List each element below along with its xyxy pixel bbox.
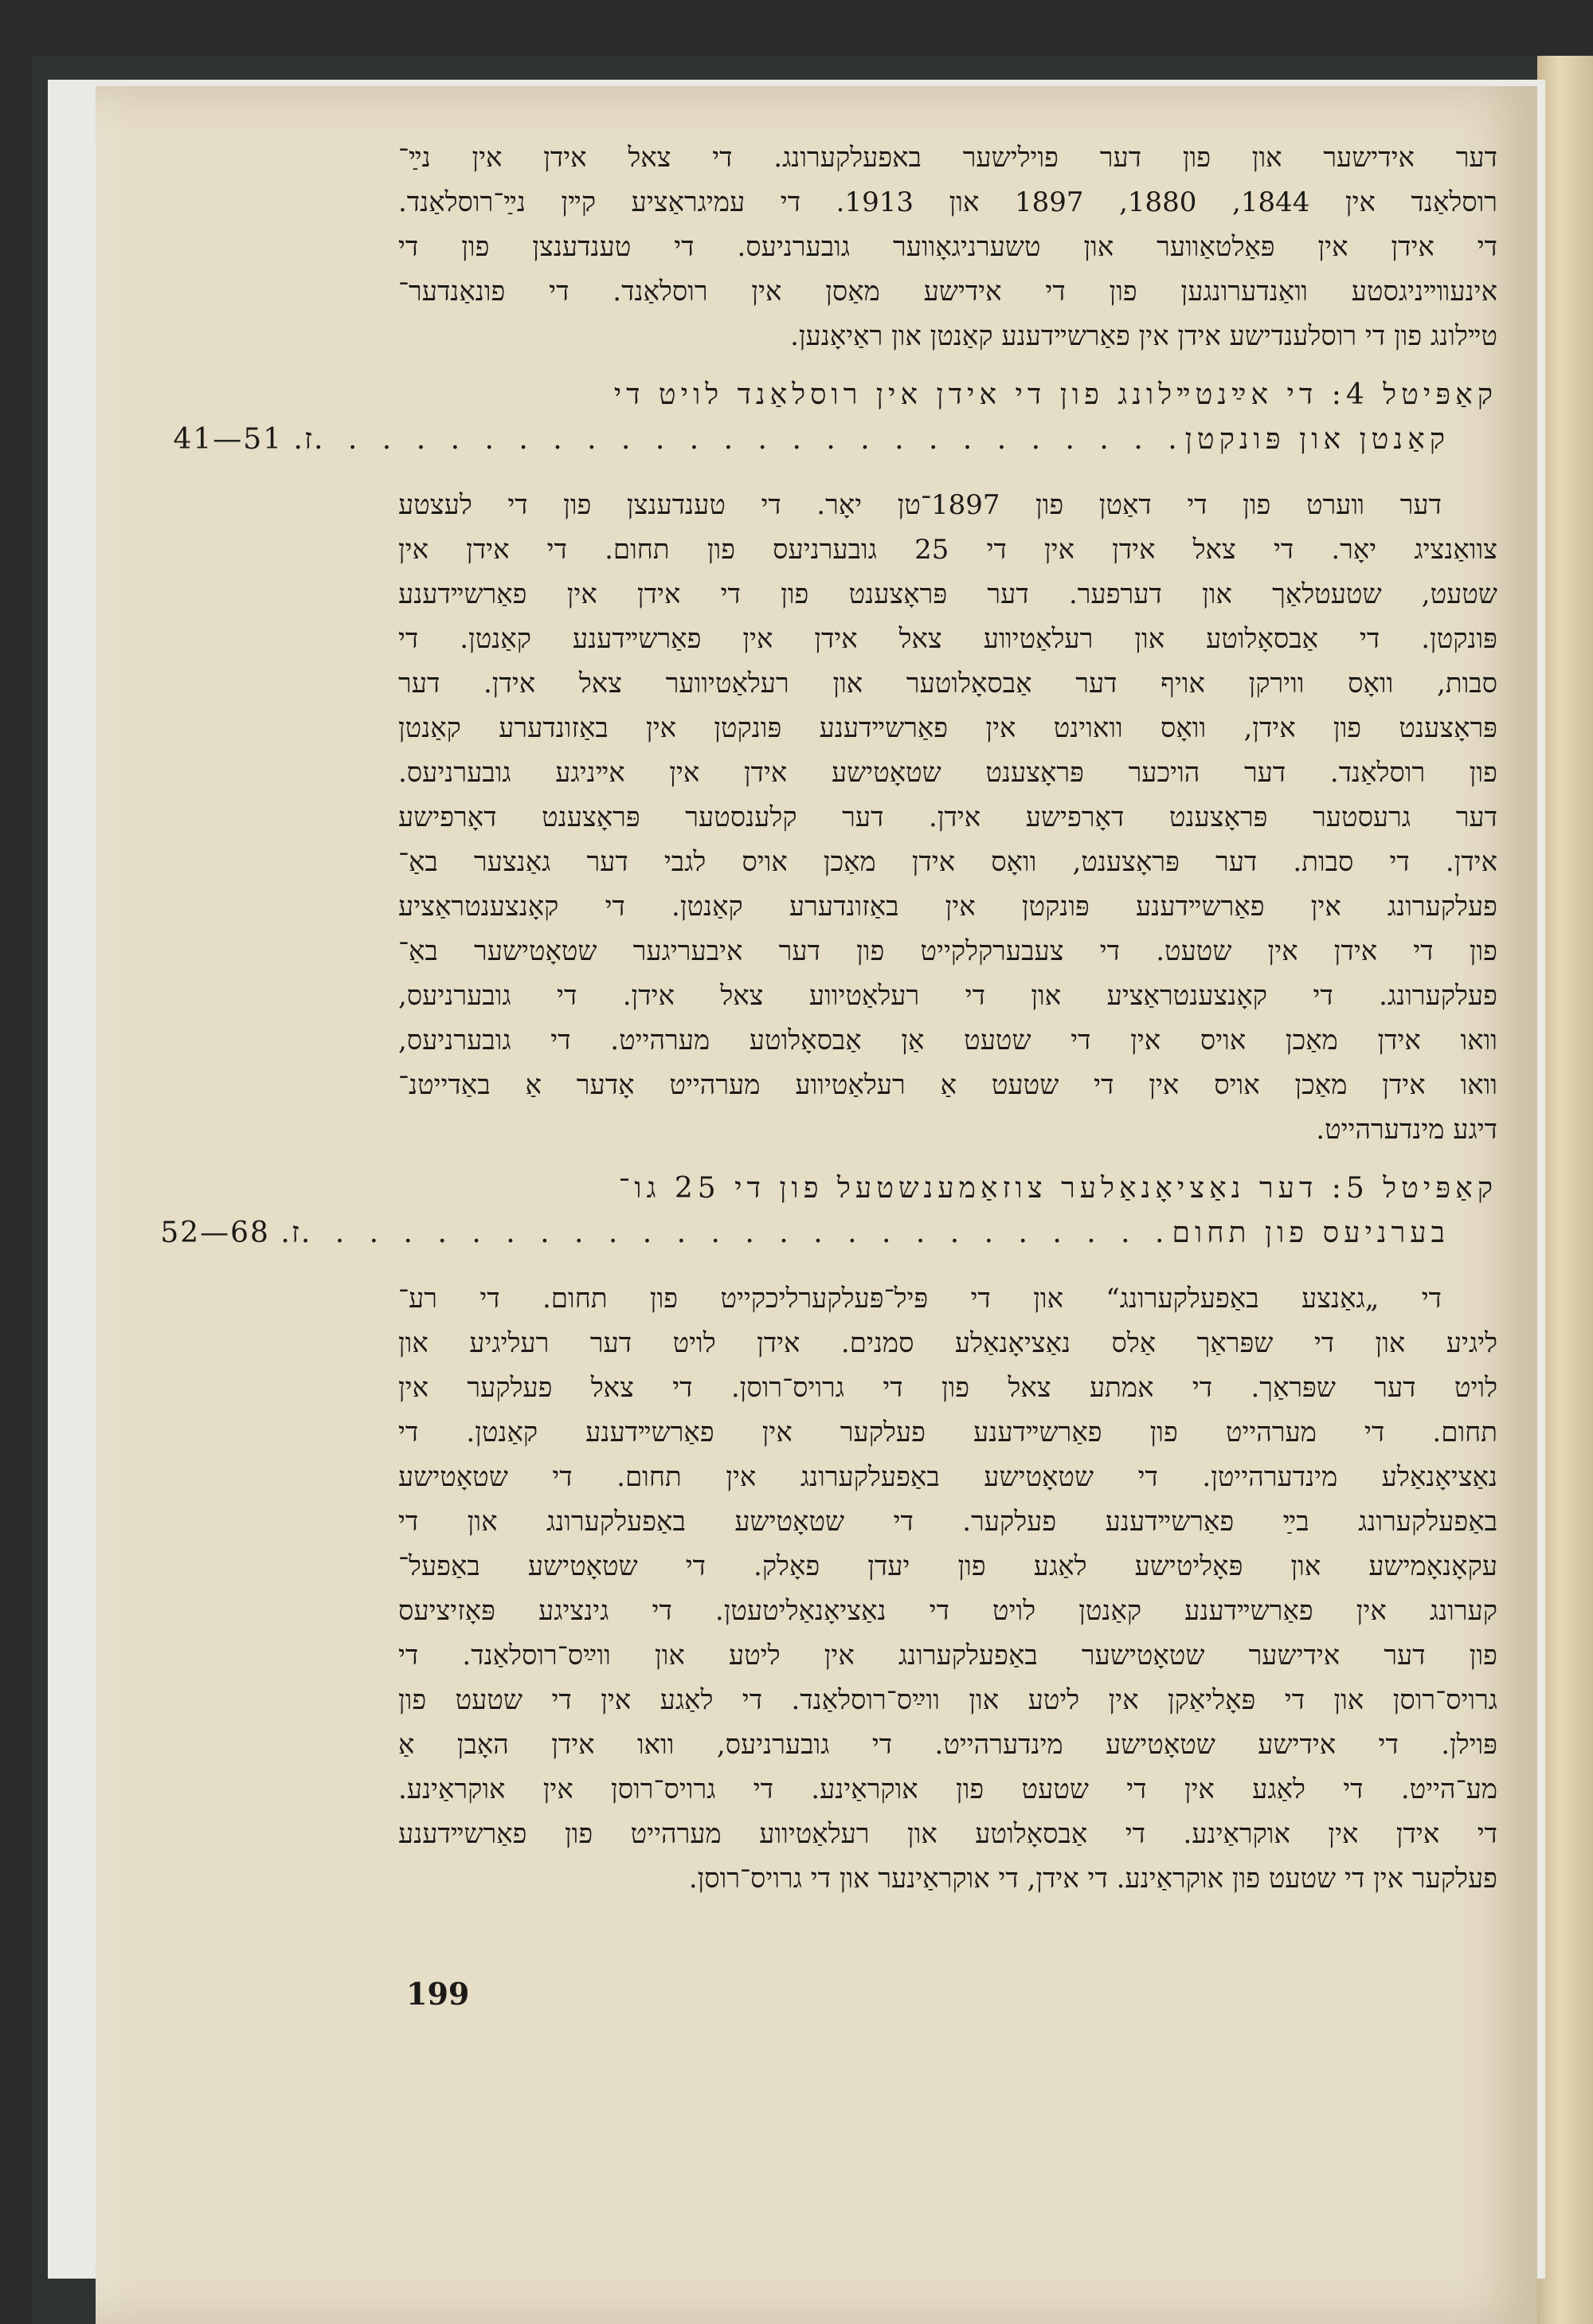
text-line: פּוילן. די אידישע שטאָטישע מינדערהייט. די גובערניעס, וואו אידן האָבן אַ	[398, 1729, 1497, 1761]
text-line: אידן. די סבות. דער פּראָצענט, וואָס אידן מאַכן אויס לגבי דער גאַנצער באַ־	[398, 846, 1497, 878]
text-line: דיגע מינדערהייט.	[1316, 1114, 1497, 1146]
text-line: די אידן אין אוקראַינע. די אַבסאָלוטע און רעלאַטיווע מערהייט פון פאַרשײדענע	[398, 1818, 1497, 1850]
text-line: פעלקערונג. די קאָנצענטראַציע און די רעלאַטיווע צאל אידן. די גובערניעס,	[398, 980, 1497, 1012]
text-line: רוסלאַנד אין 1844, 1880, 1897 און 1913. די עמיגראַציע קײן נײַ־רוסלאַנד.	[398, 186, 1497, 218]
leader-dots: . . . . . . . . . . . . . . . . . . . . . . . . . .	[300, 1217, 1172, 1249]
text-line: דער װערט פון די דאַטן פון 1897־טן יאָר. די טענדענצן פון די לעצטע	[398, 489, 1442, 521]
text-line: אינעװײניגסטע װאַנדערונגען פון די אידישע מאַסן אין רוסלאַנד. די פונאַנדער־	[398, 276, 1497, 308]
intro-paragraph	[398, 135, 1497, 359]
text-line: דער אידישער און פון דער פוילישער באפעלקערונג. די צאל אידן אין נײַ־	[398, 142, 1497, 174]
chapter-5-title: קאַפּיטל 5: דער נאַציאָנאַלער צוזאַמענשטעל פון די 25 גו־	[618, 1172, 1497, 1205]
text-line: מע־הייט. די לאַגע אין די שטעט פון אוקראַינע. די גרויס־רוסן אין אוקראַינע.	[398, 1773, 1497, 1805]
text-line: לויט דער שפּראַך. די אמתע צאל פון די גרויס־רוסן. די צאל פעלקער אין	[398, 1372, 1497, 1404]
text-line: נאַציאָנאַלע מינדערהייטן. די שטאָטישע באַפעלקערונג אין תחום. די שטאָטישע	[398, 1461, 1497, 1493]
text-line: די „גאַנצע באַפעלקערונג“ און די פּיל־פּעלקערליכקייט פון תחום. די רע־	[398, 1283, 1442, 1315]
text-line: פעלקערונג אין פאַרשײדענע פּונקטן אין באַזונדערע קאַנטן. די קאָנצענטראַציע	[398, 891, 1497, 923]
chapter-4-heading	[173, 373, 1497, 462]
leader-dots: . . . . . . . . . . . . . . . . . . . . . . . . . .	[314, 423, 1185, 456]
page-fore-edge	[1537, 56, 1593, 2324]
text-line: גרויס־רוסן און די פּאָליאַקן אין ליטע און ווײַס־רוסלאַנד. די לאַגע אין די שטעט פון	[398, 1684, 1497, 1716]
text-line: קערונג אין פאַרשײדענע קאַנטן לויט די נאַציאָנאַליטעטן. די גינציגע פּאָזיציעס	[398, 1595, 1497, 1627]
chapter-4-subtitle: קאַנטן און פּונקטן	[1184, 423, 1450, 456]
text-line: טײלונג פון די רוסלענדישע אידן אין פאַרשײדענע קאַנטן און ראַיאָנען.	[790, 320, 1497, 352]
text-line: פּראָצענט פון אידן, וואָס וואוינט אין פאַרשײדענע פּונקטן אין באַזונדערע קאַנטן	[398, 712, 1497, 744]
text-line: דער גרעסטער פּראָצענט דאָרפישע אידן. דער קלענסטער פּראָצענט דאָרפישע	[398, 801, 1497, 833]
chapter-5-subtitle-row	[160, 1211, 1497, 1256]
chapter-5-heading	[160, 1166, 1497, 1256]
page-text	[160, 135, 1497, 1915]
text-line: וואו אידן מאַכן אויס אין די שטעט אַן אַבסאָלוטע מערהייט. די גובערניעס,	[398, 1025, 1497, 1056]
text-line: וואו אידן מאַכן אויס אין די שטעט אַ רעלאַטיווע מערהייט אָדער אַ באַדייטנ־	[398, 1069, 1497, 1101]
text-line: שטעט, שטעטלאַך און דערפער. דער פּראָצענט פון די אידן אין פאַרשײדענע	[398, 578, 1497, 610]
text-line: סבות, וואָס ווירקן אויף דער אַבסאָלוטער און רעלאַטיווער צאל אידן. דער	[398, 668, 1497, 700]
text-line: פון דער אידישער שטאָטישער באַפעלקערונג אין ליטע און ווײַס־רוסלאַנד. די	[398, 1640, 1497, 1671]
chapter-5-pages: 52—68 .ז	[160, 1217, 301, 1249]
page-number: 199	[406, 1976, 470, 2012]
text-line: די אידן אין פּאַלטאַווער און טשערניגאָווער גובערניעס. די טענדענצן פון די	[398, 231, 1497, 263]
chapter-4-title: קאַפּיטל 4: די אײַנטײלונג פון די אידן אין רוסלאַנד לויט די	[613, 378, 1497, 411]
chapter-5-subtitle: בערניעס פון תחום	[1172, 1217, 1450, 1249]
chapter-4-subtitle-row	[173, 417, 1497, 462]
text-line: באַפעלקערונג בײַ פאַרשײדענע פעלקער. די שטאָטישע באַפעלקערונג און די	[398, 1506, 1497, 1538]
text-line: פּונקטן. די אַבסאָלוטע און רעלאַטיװע צאל אידן אין פאַרשײדענע קאַנטן. די	[398, 623, 1497, 655]
chapter-5-paragraph	[398, 1276, 1497, 1901]
text-line: פון די אידן אין שטעט. די צעבערקלקייט פון דער איבעריגער שטאָטישער באַ־	[398, 935, 1497, 967]
text-line: תחום. די מערהייט פון פאַרשײדענע פעלקער אין פאַרשײדענע קאַנטן. די	[398, 1417, 1497, 1448]
text-line: צוואַנציג יאָר. די צאל אידן אין די 25 גובערניעס פון תחום. די אידן אין	[398, 534, 1497, 566]
text-line: פון רוסלאַנד. דער הויכער פּראָצענט שטאָטישע אידן אין אײניגע גובערניעס.	[398, 757, 1497, 789]
text-line: פעלקער אין די שטעט פון אוקראַינע. די אידן, די אוקראַינער און די גרויס־רוסן.	[688, 1863, 1497, 1895]
chapter-4-paragraph	[398, 483, 1497, 1152]
text-line: ליגיע און די שפּראַך אַלס נאַציאָנאַלע סמנים. אידן לויט דער רעליגיע און	[398, 1327, 1497, 1359]
chapter-4-pages: 41—51 .ז	[173, 423, 315, 456]
text-line: עקאָנאָמישע און פּאָליטישע לאַגע פון יעדן פאָלק. די שטאָטישע באַפעל־	[398, 1550, 1497, 1582]
